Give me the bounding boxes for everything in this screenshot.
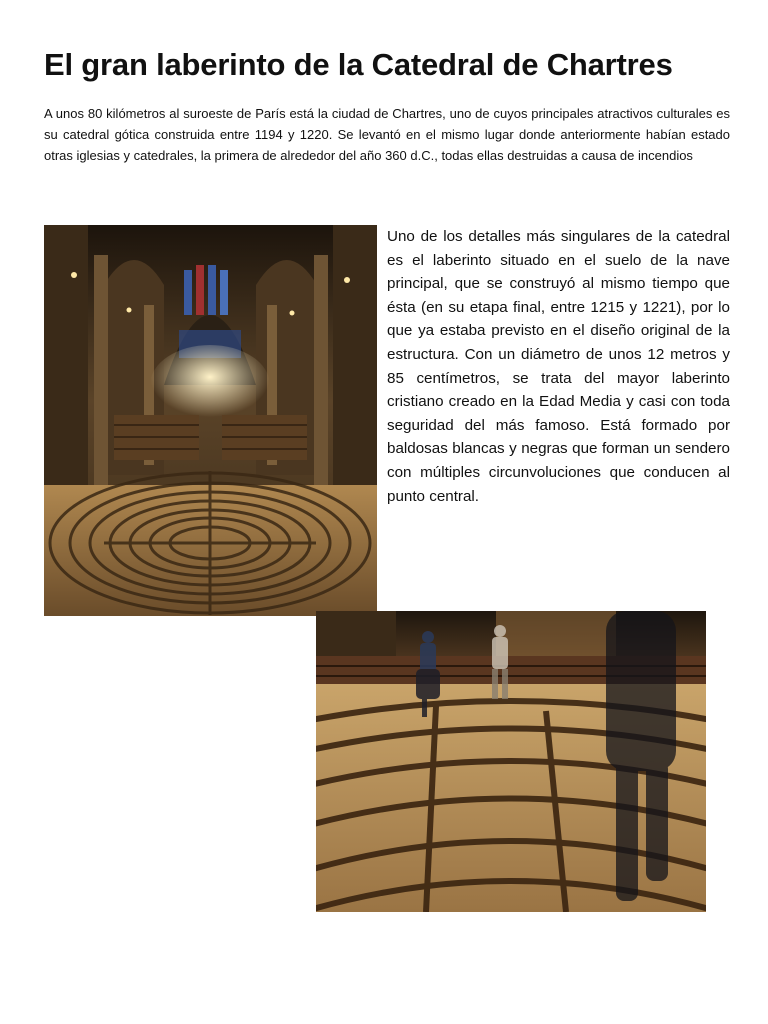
labyrinth-description: Uno de los detalles más singulares de la catedral es el laberinto situado en el suelo de la nave principal, que se construyó al mismo tiempo que ésta (en su etapa final, entre 1215 y 1221), por lo que ya estaba previsto en el diseño original de la estructura. Con un diámetro de unos 12 metros y 85 centímetros, se trata del mayor laberinto cristiano creado en la Edad Media y casi con toda seguridad del más famoso. Está formado por baldosas blancas y negras que forman un sendero con múltiples circunvoluciones que conducen al punto central. [387,228,730,505]
intro-paragraph: A unos 80 kilómetros al suroeste de París está la ciudad de Chartres, uno de cuyos principales atractivos culturales es su catedral gótica construida entre 1194 y 1220. Se levantó en el mismo lugar donde anteriormente habían estado otras iglesias y catedrales, la primera de alrededor del año 360 d.C., todas ellas destruidas a causa de incendios [44,106,730,163]
cathedral-nave-illustration [44,225,377,616]
cathedral-nave-photo [44,225,377,616]
labyrinth-floor-illustration [316,611,706,912]
labyrinth-floor-photo [316,611,706,912]
page-title: El gran laberinto de la Catedral de Chartres [44,47,673,82]
